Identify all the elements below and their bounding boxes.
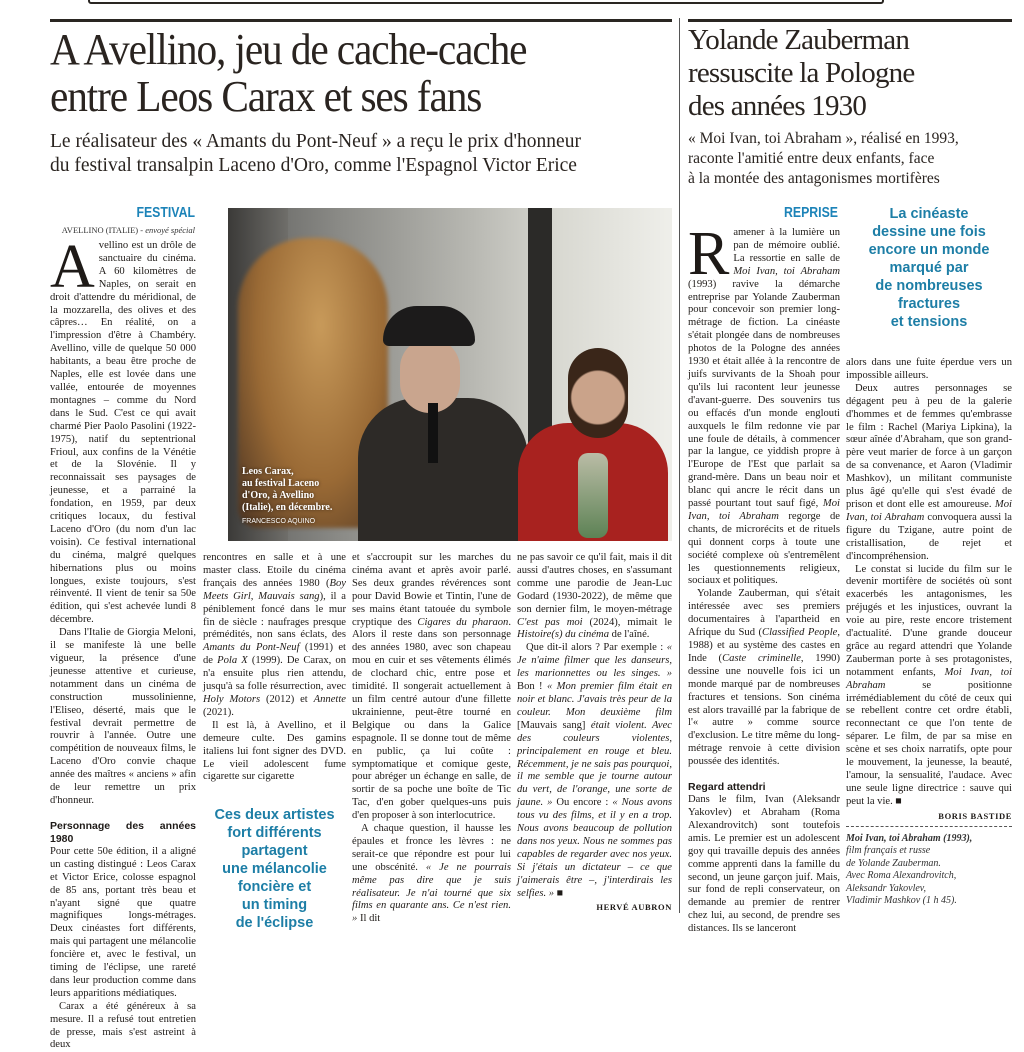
article-column bbox=[50, 233, 196, 1052]
text: rencontres en salle et à une master class. Etoile du cinéma français des années 1980 ( bbox=[203, 552, 346, 589]
right-subtitle bbox=[688, 129, 959, 189]
text: Il est là, à Avellino, et il demeure culte. Des gamins italiens lui font signer des DVD. Le vieil adolescent fume cigarette sur cigarette bbox=[203, 719, 346, 783]
text: vellino est un drôle de sanctuaire du cinéma. A 60 kilomètres de Naples, on serait en droit d'attendre du méridional, de la mozzarella, des olives et des câpres… En réalité, on a l'impression d'être à Chambéry. Avellino, ville de quelque 50 000 habitants, a beau être proche de Naples, elle est lovée dans une vallée, entourée de moyennes montagnes – comme du Nord dans le Sud. C'est ce qui avait charmé Pier Paolo Pasolini (1922-1975), natif du septentrional Frioul, aux confins de la Vénétie et de la Slovénie. Il y reconnaissait ses paysages de jeunesse, et a parrainé la fondation, en 1959, par deux critiques locaux, du festival Laceno d'Oro (du nom d'un lac voisin). Ce festival international du cinéma, malgré quelques hibernations plus ou moins longues, existe toujours, s'est réinventé. Il vient de tenir sa 50e édition, qui s'est achevée lundi 8 décembre. bbox=[50, 240, 196, 626]
caption-line: au festival Laceno bbox=[242, 478, 320, 489]
italic-text: Caste criminelle bbox=[722, 652, 801, 664]
text: Que dit-il alors ? Par exemple : bbox=[526, 642, 667, 654]
italic-text: Moi Ivan, toi Abraham bbox=[846, 666, 1012, 691]
credit-line: Aleksandr Yakovlev, bbox=[846, 882, 926, 894]
dateline-place: AVELLINO (ITALIE) bbox=[61, 225, 139, 235]
text: , 1990) dessine une nouvelle fois ici un monde marqué par de nombreuses fractures et tensions. Son cinéma est alors travaillé par la fabrique de l'« autre » comme source d'exclusion. Le titre même du long-métrage renvoie à cette division poussée des identités. bbox=[688, 652, 841, 768]
article-column-wrapper bbox=[203, 552, 346, 932]
text: Bon ! bbox=[517, 681, 547, 693]
author-signature: HERVÉ AUBRON bbox=[596, 902, 672, 913]
italic-text: Boy Meets Girl, Mauvais sang bbox=[203, 577, 346, 602]
article-paragraph bbox=[203, 720, 346, 785]
text: , 1988) et au système des castes en Inde ( bbox=[688, 627, 840, 664]
text: Pour cette 50e édition, il a aligné un casting distingué : Leos Carax et Victor Erice, colosse espagnol de 85 ans, portant très beau et n'ayant signé que quatre magnifiques longs-métrages. Deux cinéastes fort différents, mais qui partagent une mélancolie foncière et, avec le festival, un timing de l'éclipse, une rareté dans leur production comme dans leurs apparitions médiatiques. bbox=[50, 845, 196, 999]
section-kicker: REPRISE bbox=[783, 204, 838, 221]
text: Deux autres personnages se dégagent peu à peu de la galerie d'hommes et de femmes qu'embrasse le film : Rachel (Mariya Lipkina), la sœur aînée d'Abraham, que son grand-père veut marier de force à un garçon de sa convenance, et Aaron (Vladimir Mashkov), un militant communiste plus âgé qu'elle qui s'est évadé de prison et dont elle est amoureuse. bbox=[846, 382, 1012, 510]
article-paragraph bbox=[50, 233, 196, 627]
article-paragraph bbox=[517, 642, 672, 900]
photo-caption bbox=[242, 466, 332, 528]
italic-text: Cigares du pharaon bbox=[417, 616, 509, 628]
italic-text: était violent. Avec des couleurs violentes, principalement en rouge et bleu. Récemment, je ne sais pas pourquoi, il me semble que je tourne autour du vert, de l'orange, une sorte de jaune. » bbox=[517, 719, 673, 809]
caption-line: (Italie), en décembre. bbox=[242, 502, 333, 513]
text: (2021). bbox=[203, 706, 234, 718]
text: regorge de chants, de microrécits et de rituels qui donnent corps à toute une société complexe où s'entremêlent les questionnements religieux, sociaux et politiques. bbox=[688, 510, 840, 587]
text: convoquera aussi la figure du Tzigane, autre point de cristallisation, de rejet et d'incompréhension. bbox=[846, 511, 1012, 562]
credit-line: Vladimir Mashkov (1 h 45). bbox=[846, 895, 957, 907]
headline-line: Yolande Zauberman bbox=[688, 24, 910, 56]
text: ne pas savoir ce qu'il fait, mais il dit aussi d'autres choses, en s'assumant comme une parodie de Jean-Luc Godard (1930-2022), de même que son dernier film, le moyen-métrage bbox=[517, 552, 672, 615]
italic-text: « Je n'aime filmer que les danseurs, les marionnettes ou les singes. » bbox=[517, 642, 672, 680]
text: Il dit bbox=[357, 913, 381, 925]
text: de l'aîné. bbox=[609, 629, 650, 641]
section-subheading: Regard attendri bbox=[688, 781, 766, 794]
article-paragraph bbox=[688, 220, 840, 588]
pull-quote-line: foncière et bbox=[237, 879, 312, 896]
text: et s'accroupit sur les marches du cinéma avant et après avoir parlé. Ses deux grandes révérences sont pour David Bowie et Tintin, l'une de ses mains étant tatouée du symbole cryptique des bbox=[352, 552, 511, 628]
pull-quote-line: encore un monde bbox=[868, 242, 990, 258]
text: . Alors il reste dans son personnage des années 1980, avec son chapeau mou en cuir et ses vêtements élimés de clochard chic, entre pose et timidité. Il songerait actuellement à un film centré autour d'une fillette ukrainienne, peut-être tourné en Belgique ou dans la Galice espagnole. Il se donne tout de même en public, ça lui coûte : symptomatique et comique geste, pour abréger un échange en salle, de sortir de sa poche une boîte de Tic Tac, d'en gober quelques-uns puis d'en proposer à son interlocutrice. bbox=[352, 616, 511, 822]
right-headline bbox=[688, 24, 914, 123]
pull-quote bbox=[846, 205, 1012, 331]
pull-quote-line: Ces deux artistes bbox=[214, 807, 335, 824]
caption-line: Leos Carax, bbox=[242, 466, 294, 477]
italic-text: « Mon premier film était en noir et blanc. J'avais très peur de la couleur. Mon deuxième film bbox=[517, 681, 673, 718]
text: Le constat si lucide du film sur le devenir mortifère de sociétés où sont exacerbés les antagonismes, les préjugés et les injustices, ouvrant la voie au pire, reste encore tristement d'actualité. D'une grande douceur grâce au regard attendri que Yolande Zauberman porte à ses protagonistes, notamment enfants, bbox=[846, 563, 1012, 678]
article-paragraph bbox=[50, 1001, 196, 1052]
text: Ou encore : bbox=[552, 797, 613, 809]
subtitle-line: raconte l'amitié entre deux enfants, face bbox=[688, 150, 935, 167]
photo-man-jacket bbox=[358, 398, 528, 541]
credit-line: film français et russe bbox=[846, 845, 931, 857]
text: (1999). De Carax, on n'a ensuite plus rien attendu, jusqu'à sa folle résurrection, avec bbox=[203, 655, 346, 693]
article-paragraph bbox=[846, 357, 1012, 383]
article-column-wrapper bbox=[846, 357, 1012, 908]
drop-cap: A bbox=[50, 233, 95, 301]
film-title: Moi Ivan, toi Abraham (1993), bbox=[846, 832, 973, 844]
column-divider bbox=[679, 18, 680, 913]
photo-man-face bbox=[400, 338, 460, 413]
text: (1993) ravive la démarche entreprise par Yolande Zauberman pour concevoir son premier long-métrage de fiction. La cinéaste s'était plongée dans de nombreuses photos de la Pologne des années 1930 et était allée à la rencontre de juifs survivants de la Shoah pour qu'ils lui racontent leur jeunesse d'avant-guerre. Des souvenirs tus ou effacés d'un monde englouti auxquels le film redonne vie par une foule de détails, à commencer par la langue, ce yiddish propre à l'Europe de l'Est que parlait sa grand-mère. Dans un beau noir et blanc qui ancre le récit dans un passé pourtant tout sauf figé, bbox=[688, 278, 840, 510]
text: Carax a été généreux à sa mesure. Il a refusé tout entretien de presse, mais s'est astreint à deux bbox=[50, 1000, 196, 1051]
pull-quote-line: de nombreuses bbox=[875, 278, 983, 294]
text: ■ bbox=[554, 887, 564, 899]
photo-woman-right-face bbox=[568, 348, 628, 438]
pull-quote-line: un timing bbox=[241, 897, 308, 914]
article-paragraph bbox=[846, 383, 1012, 564]
italic-text: Pola X bbox=[217, 655, 248, 667]
pull-quote-line: fractures bbox=[897, 296, 961, 312]
headline-line: ressuscite la Pologne bbox=[688, 57, 915, 89]
italic-text: « Je ne pourrais même pas dire que je suis réalisateur. Je n'ai tourné que six films en quarante ans. Ce n'est rien. » bbox=[352, 861, 511, 925]
pull-quote-line: La cinéaste bbox=[889, 206, 969, 222]
text: Dans l'Italie de Giorgia Meloni, il se manifeste là une belle vigueur, la présence d'une jeunesse attentive et curieuse, notamment dans un cinéma de construction mussolinienne, l'Eliseo, déserté, mais que le festival devrait permettre de rouvrir à l'année. Outre une compétition de nouveaux films, le Laceno d'Oro convie chaque année des maîtres « anciens » afin de leur remettre un prix d'honneur. bbox=[50, 627, 196, 806]
photo-microphone bbox=[428, 403, 438, 463]
section-subheading: Personnage des années 1980 bbox=[50, 819, 196, 845]
section-kicker: FESTIVAL bbox=[136, 204, 195, 221]
italic-text: « Nous avons tous vu des films, et il y en a trop. Nous avons beaucoup de pollution dans nos yeux. Nous ne sommes pas capables de regarder avec nos yeux. Si j'étais un dictateur – ce que j'aimerais être –, j'interdirais les selfies. » bbox=[517, 797, 673, 899]
dateline-role: - envoyé spécial bbox=[138, 225, 195, 235]
text: amener à la lumière un pan de mémoire oublié. La ressortie en salle de bbox=[733, 227, 840, 264]
text: ), il a péniblement foncé dans le mur fin de siècle : naufrages presque prémédités, non sans éclats, des bbox=[203, 590, 347, 641]
article-paragraph bbox=[203, 552, 346, 720]
left-subtitle bbox=[50, 130, 581, 178]
article-column bbox=[517, 552, 672, 900]
article-column bbox=[352, 552, 511, 926]
top-frame bbox=[88, 0, 884, 4]
italic-text: Holy Motors bbox=[203, 693, 261, 705]
subtitle-line: Le réalisateur des « Amants du Pont-Neuf » a reçu le prix d'honneur bbox=[50, 131, 581, 152]
italic-text: C'est pas moi bbox=[517, 616, 583, 628]
article-column bbox=[203, 552, 346, 784]
italic-text: Moi Ivan, toi Abraham bbox=[733, 265, 840, 277]
italic-text: Histoire(s) du cinéma bbox=[517, 629, 609, 641]
pull-quote-line: une mélancolie bbox=[222, 861, 327, 878]
pull-quote-line: et tensions bbox=[890, 314, 968, 330]
pull-quote-line: fort différents bbox=[227, 825, 322, 842]
italic-text: Moi Ivan, toi Abraham bbox=[846, 498, 1012, 523]
text: A chaque question, il hausse les épaules et fronce les lèvres : ne serait-ce que répondre est pour lui une obscénité. bbox=[352, 823, 511, 873]
author-signature: BORIS BASTIDE bbox=[938, 810, 1012, 821]
subtitle-line: à la montée des antagonismes mortifères bbox=[688, 170, 940, 187]
photo-man-hat bbox=[383, 306, 475, 346]
article-paragraph bbox=[517, 552, 672, 642]
headline-line: entre Leos Carax et ses fans bbox=[50, 72, 482, 121]
dotted-divider bbox=[846, 826, 1012, 827]
pull-quote-line: marqué par bbox=[889, 260, 969, 276]
photo-water-bottle bbox=[578, 453, 608, 538]
credit-line: Avec Roma Alexandrovitch, bbox=[846, 870, 957, 882]
credit-line: de Yolande Zauberman. bbox=[846, 857, 941, 869]
pull-quote-line: de l'éclipse bbox=[235, 915, 314, 932]
headline-line: des années 1930 bbox=[688, 90, 867, 122]
subtitle-line: du festival transalpin Laceno d'Oro, comme l'Espagnol Victor Erice bbox=[50, 155, 577, 176]
text: (1991) et de bbox=[203, 642, 346, 667]
article-photo bbox=[228, 208, 672, 541]
article-column-wrapper bbox=[517, 552, 672, 912]
italic-text: Classified People bbox=[762, 627, 838, 639]
text: (2012) et bbox=[260, 693, 314, 705]
article-paragraph bbox=[50, 846, 196, 1001]
article-column bbox=[846, 357, 1012, 809]
text: se positionne irrémédiablement du côté de ceux qui se rebellent contre cet ordre établi, reconnectant ce que l'on tente de séparer. Le film, de par sa mise en scène et ses choix narratifs, opte pour le mouvement, la jeunesse, la beauté, l'amour, la sensualité, l'audace. Avec une seule ligne directrice : sauve qui peut la vie. ■ bbox=[846, 679, 1012, 807]
italic-text: Moi Ivan, toi Abraham bbox=[688, 498, 840, 522]
caption-line: d'Oro, à Avellino bbox=[242, 490, 315, 501]
pull-quote bbox=[203, 806, 346, 932]
text: (2024), mimait le bbox=[582, 616, 672, 628]
article-paragraph bbox=[352, 552, 511, 823]
article-paragraph bbox=[688, 794, 840, 936]
pull-quote-line: partagent bbox=[241, 843, 308, 860]
left-top-rule bbox=[50, 19, 672, 22]
photo-credit: FRANCESCO AQUINO bbox=[242, 518, 316, 525]
left-headline bbox=[50, 26, 638, 120]
italic-text: Annette bbox=[313, 693, 346, 705]
article-paragraph bbox=[688, 588, 840, 769]
pull-quote-line: dessine une fois bbox=[872, 224, 986, 240]
article-paragraph bbox=[846, 564, 1012, 809]
drop-cap: R bbox=[688, 220, 730, 288]
headline-line: A Avellino, jeu de cache-cache bbox=[50, 25, 527, 74]
article-paragraph bbox=[352, 823, 511, 926]
article-paragraph bbox=[50, 627, 196, 808]
text: [Mauvais sang] bbox=[517, 719, 586, 731]
text: alors dans une fuite éperdue vers un impossible ailleurs. bbox=[846, 357, 1012, 381]
film-credits bbox=[846, 833, 1012, 908]
subtitle-line: « Moi Ivan, toi Abraham », réalisé en 1993, bbox=[688, 130, 959, 147]
text: Yolande Zauberman, qui s'était intéressée avec ses premiers documentaires à l'apartheid en Afrique du Sud ( bbox=[688, 588, 840, 639]
right-top-rule bbox=[688, 19, 1012, 22]
text: Dans le film, Ivan (Aleksandr Yakovlev) et Abraham (Roma Alexandrovitch) sont toutefois amis. Le premier est un adolescent goy qui travaille depuis des années comme apprenti dans la famille du second, un jeune garçon juif. Mais, sur fond de repli conservateur, on demande au premier de rentrer chez lui, au second, de prendre ses distances. Ils se lanceront bbox=[688, 794, 840, 935]
italic-text: Amants du Pont-Neuf bbox=[203, 642, 300, 654]
article-column bbox=[688, 220, 841, 936]
